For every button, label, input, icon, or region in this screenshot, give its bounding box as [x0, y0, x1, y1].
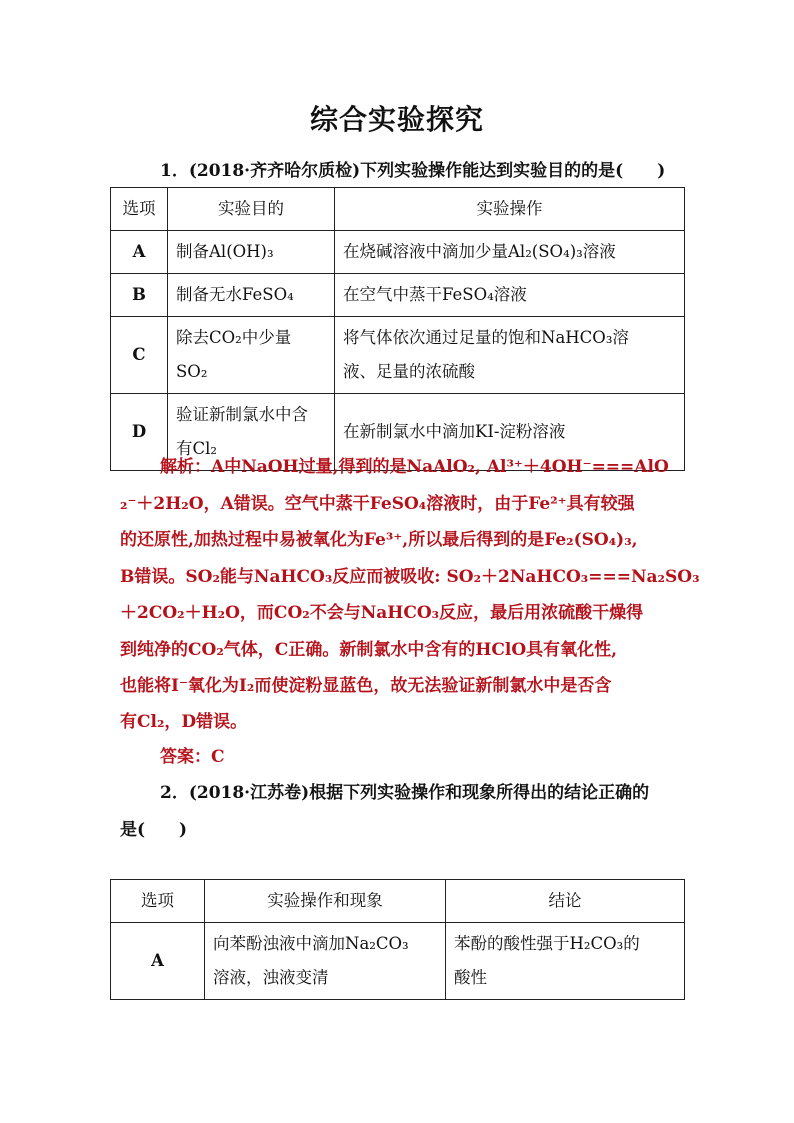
operation-cell: 在空气中蒸干FeSO₄溶液 [335, 274, 685, 317]
analysis-line: 有Cl₂，D错误。 [120, 712, 248, 732]
goal-cell: 制备Al(OH)₃ [168, 231, 335, 274]
header-cell: 实验目的 [168, 188, 335, 231]
operation-line: 向苯酚浊液中滴加Na₂CO₃ [213, 934, 409, 953]
analysis-line: ＋2CO₂＋H₂O，而CO₂不会与NaHCO₃反应，最后用浓硫酸干燥得 [120, 603, 644, 623]
q2-stem: 2．(2018·江苏卷)根据下列实验操作和现象所得出的结论正确的 [160, 783, 650, 803]
analysis-line: B错误。SO₂能与NaHCO₃反应而被吸收: SO₂＋2NaHCO₃===Na₂SO₃ [120, 567, 700, 587]
goal-cell: 制备无水FeSO₄ [168, 274, 335, 317]
goal-cell [168, 317, 335, 394]
analysis-line [160, 452, 669, 477]
q1-table [110, 187, 685, 471]
conclusion-cell [446, 923, 685, 1000]
analysis-text: A中NaOH过量,得到的是NaAlO₂, Al³⁺＋4OH⁻===AlO [211, 457, 669, 477]
table-row [111, 274, 685, 317]
option-cell: A [111, 231, 168, 274]
goal-line: 验证新制氯水中含 [176, 405, 308, 424]
header-cell: 选项 [111, 880, 205, 923]
operation-cell [205, 923, 446, 1000]
goal-line: 有Cl₂ [176, 439, 218, 458]
table-header-row [111, 188, 685, 231]
option-cell: B [111, 274, 168, 317]
header-cell: 实验操作和现象 [205, 880, 446, 923]
table-header-row [111, 880, 685, 923]
table-row [111, 923, 685, 1000]
q2-table [110, 879, 685, 1000]
analysis-label: 解析： [160, 457, 211, 477]
answer: 答案：C [160, 747, 225, 767]
conclusion-line: 苯酚的酸性强于H₂CO₃的 [454, 934, 640, 953]
option-cell: A [111, 923, 205, 1000]
q2-stem: 是( ) [120, 820, 188, 840]
conclusion-line: 酸性 [454, 968, 487, 987]
analysis-line: 的还原性,加热过程中易被氧化为Fe³⁺,所以最后得到的是Fe₂(SO₄)₃, [120, 530, 638, 550]
header-cell: 实验操作 [335, 188, 685, 231]
operation-line: 将气体依次通过足量的饱和NaHCO₃溶 [343, 328, 629, 347]
option-cell: D [111, 394, 168, 471]
option-cell: C [111, 317, 168, 394]
operation-cell: 在烧碱溶液中滴加少量Al₂(SO₄)₃溶液 [335, 231, 685, 274]
header-cell: 选项 [111, 188, 168, 231]
header-cell: 结论 [446, 880, 685, 923]
operation-cell [335, 317, 685, 394]
operation-line: 溶液，浊液变清 [213, 968, 329, 987]
table-row [111, 231, 685, 274]
q1-stem: 1．(2018·齐齐哈尔质检)下列实验操作能达到实验目的的是( ) [160, 161, 666, 181]
goal-line: SO₂ [176, 362, 208, 381]
operation-cell: 在新制氯水中滴加KI-淀粉溶液 [335, 394, 685, 471]
goal-line: 除去CO₂中少量 [176, 328, 292, 347]
operation-line: 液、足量的浓硫酸 [343, 362, 475, 381]
analysis-line: 到纯净的CO₂气体，C正确。新制氯水中含有的HClO具有氧化性, [120, 640, 618, 660]
page-title: 综合实验探究 [309, 103, 484, 136]
analysis-line: 也能将I⁻氧化为I₂而使淀粉显蓝色，故无法验证新制氯水中是否含 [120, 676, 612, 696]
analysis-line: ₂⁻＋2H₂O，A错误。空气中蒸干FeSO₄溶液时，由于Fe²⁺具有较强 [120, 494, 635, 514]
table-row [111, 317, 685, 394]
